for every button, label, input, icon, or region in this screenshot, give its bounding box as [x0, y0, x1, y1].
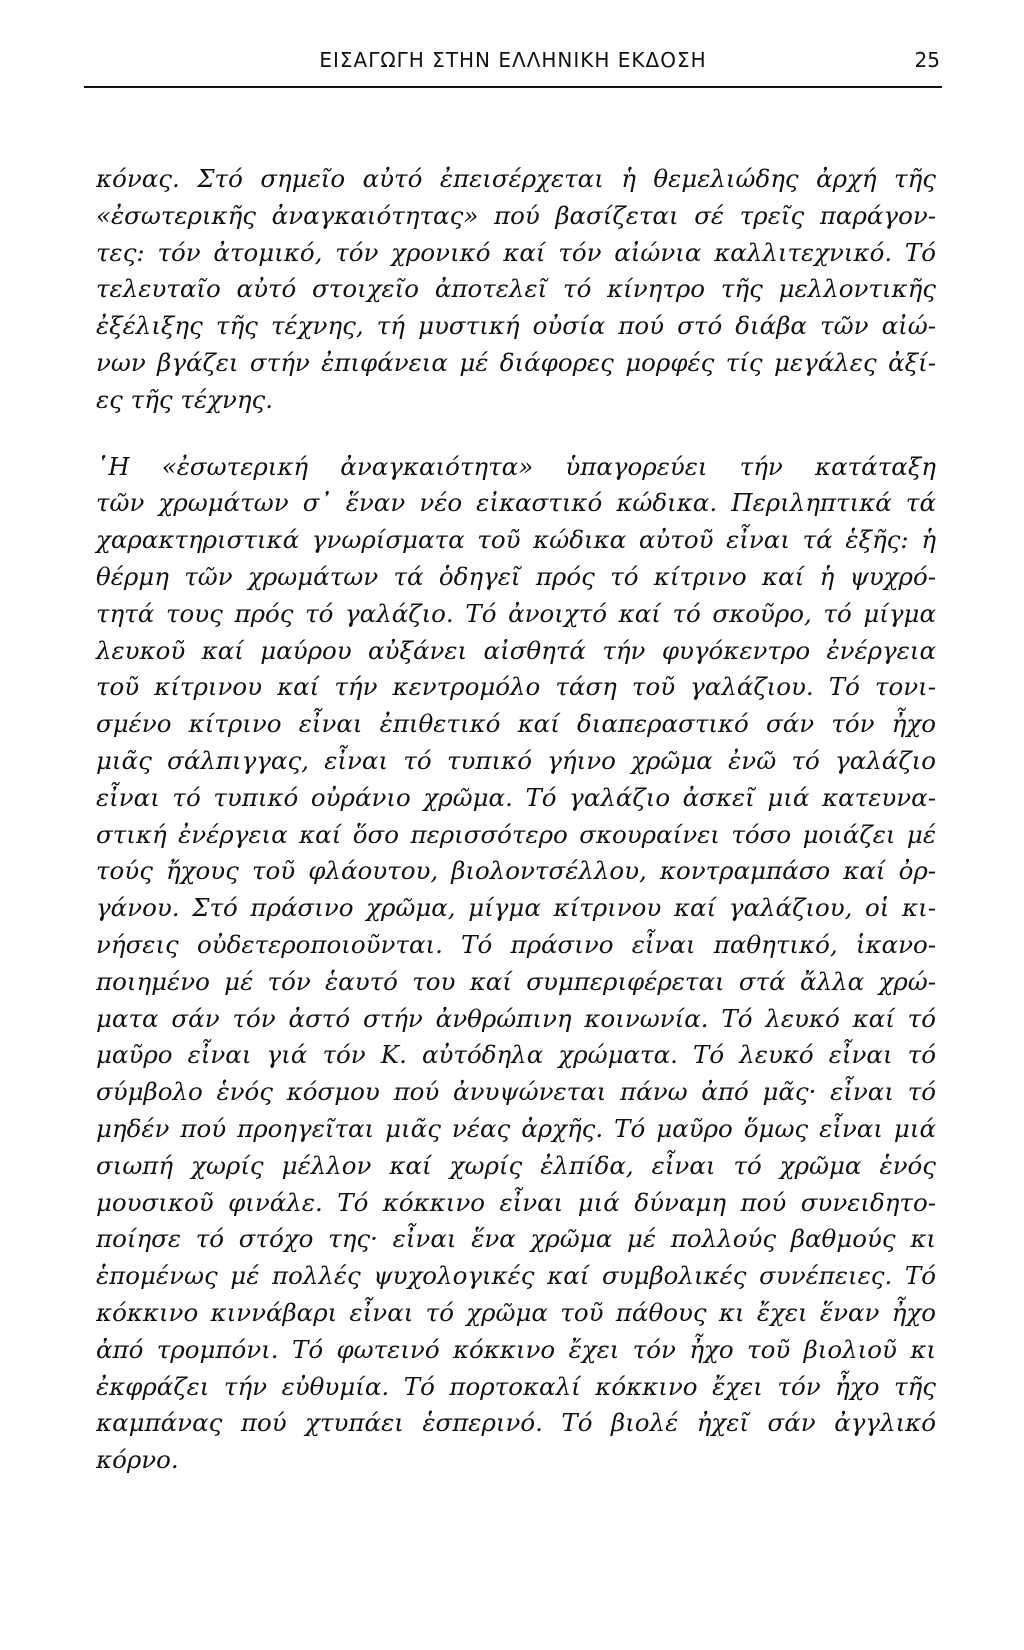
text-line: τητά τους πρός τό γαλάζιο. Τό ἀνοιχτό καί τό σκοῦρο, τό μίγμα [96, 598, 936, 628]
text-line: τελευταῖο αὐτό στοιχεῖο ἀποτελεῖ τό κίνητρο τῆς μελλοντικῆς [96, 274, 936, 304]
text-line: ες τῆς τέχνης. [96, 384, 274, 414]
text-line: ποιημένο μέ τόν ἑαυτό του καί συμπεριφέρεται στά ἄλλα χρώ- [96, 966, 936, 996]
text-line: χαρακτηριστικά γνωρίσματα τοῦ κώδικα αὐτοῦ εἶναι τά ἑξῆς: ἡ [96, 525, 936, 555]
text-line: θέρμη τῶν χρωμάτων τά ὁδηγεῖ πρός τό κίτρινο καί ἡ ψυχρό- [96, 561, 936, 591]
text-line: σύμβολο ἑνός κόσμου πού ἀνυψώνεται πάνω ἀπό μᾶς· εἶναι τό [96, 1077, 936, 1107]
text-line: ῾Η «ἐσωτερική ἀναγκαιότητα» ὑπαγορεύει τήν κατάταξη [96, 451, 936, 481]
paragraph [96, 161, 936, 419]
text-line: ἀπό τρομπόνι. Τό φωτεινό κόκκινο ἔχει τόν ἦχο τοῦ βιολιοῦ κι [96, 1334, 936, 1364]
text-line: μιᾶς σάλπιγγας, εἶναι τό τυπικό γήινο χρῶμα ἐνῶ τό γαλάζιο [96, 745, 936, 775]
text-line: ἐκφράζει τήν εὐθυμία. Τό πορτοκαλί κόκκινο ἔχει τόν ἦχο τῆς [96, 1371, 936, 1401]
text-line: «ἐσωτερικῆς ἀναγκαιότητας» πού βασίζεται σέ τρεῖς παράγον- [96, 200, 936, 230]
text-line: νων βγάζει στήν ἐπιφάνεια μέ διάφορες μορφές τίς μεγάλες ἀξί- [96, 347, 936, 377]
text-line: κόνας. Στό σημεῖο αὐτό ἐπεισέρχεται ἡ θεμελιώδης ἀρχή τῆς [96, 164, 936, 193]
text-line: γάνου. Στό πράσινο χρῶμα, μίγμα κίτρινου καί γαλάζιου, οἱ κι- [96, 893, 936, 923]
text-line: τες: τόν ἀτομικό, τόν χρονικό καί τόν αἰώνια καλλιτεχνικό. Τό [96, 237, 936, 267]
text-line: ἐξέλιξης τῆς τέχνης, τή μυστική οὐσία πού στό διάβα τῶν αἰώ- [96, 311, 936, 341]
page-number: 25 [914, 48, 940, 72]
text-line: ματα σάν τόν ἀστό στήν ἀνθρώπινη κοινωνία. Τό λευκό καί τό [96, 1003, 936, 1033]
text-line: καμπάνας πού χτυπάει ἑσπερινό. Τό βιολέ ἠχεῖ σάν ἀγγλικό [96, 1408, 936, 1438]
text-line: μαῦρο εἶναι γιά τόν Κ. αὐτόδηλα χρώματα. Τό λευκό εἶναι τό [96, 1040, 936, 1070]
text-line: σμένο κίτρινο εἶναι ἐπιθετικό καί διαπεραστικό σάν τόν ἦχο [96, 709, 936, 739]
text-line: ἑπομένως μέ πολλές ψυχολογικές καί συμβολικές συνέπειες. Τό [96, 1261, 936, 1291]
text-line: νήσεις οὐδετεροποιοῦνται. Τό πράσινο εἶναι παθητικό, ἱκανο- [96, 929, 936, 959]
paragraph [96, 449, 936, 1479]
text-line: κόκκινο κιννάβαρι εἶναι τό χρῶμα τοῦ πάθους κι ἔχει ἕναν ἦχο [96, 1297, 936, 1327]
text-line: εἶναι τό τυπικό οὐράνιο χρῶμα. Τό γαλάζιο ἀσκεῖ μιά κατευνα- [96, 782, 936, 812]
text-line: ποίησε τό στόχο της· εἶναι ἕνα χρῶμα μέ πολλούς βαθμούς κι [96, 1224, 936, 1254]
text-line: λευκοῦ καί μαύρου αὐξάνει αἰσθητά τήν φυγόκεντρο ἐνέργεια [96, 635, 936, 665]
body-text [96, 161, 936, 1479]
text-line: σιωπή χωρίς μέλλον καί χωρίς ἐλπίδα, εἶναι τό χρῶμα ἑνός [96, 1150, 936, 1180]
running-header [84, 48, 942, 88]
text-line: τῶν χρωμάτων σ᾽ ἕναν νέο εἰκαστικό κώδικα. Περιληπτικά τά [96, 488, 936, 518]
text-line: τούς ἤχους τοῦ φλάουτου, βιολοντσέλλου, κοντραμπάσο καί ὀρ- [96, 856, 936, 886]
text-line: μηδέν πού προηγεῖται μιᾶς νέας ἀρχῆς. Τό μαῦρο ὅμως εἶναι μιά [96, 1113, 936, 1143]
text-line: στική ἐνέργεια καί ὅσο περισσότερο σκουραίνει τόσο μοιάζει μέ [96, 819, 936, 849]
text-line: κόρνο. [96, 1445, 179, 1475]
paragraph-gap [96, 419, 936, 449]
text-line: τοῦ κίτρινου καί τήν κεντρομόλο τάση τοῦ γαλάζιου. Τό τονι- [96, 672, 936, 702]
running-title: ΕΙΣΑΓΩΓΗ ΣΤΗΝ ΕΛΛΗΝΙΚΗ ΕΚΔΟΣΗ [319, 48, 707, 72]
text-line: μουσικοῦ φινάλε. Τό κόκκινο εἶναι μιά δύναμη πού συνειδητο- [96, 1187, 936, 1217]
